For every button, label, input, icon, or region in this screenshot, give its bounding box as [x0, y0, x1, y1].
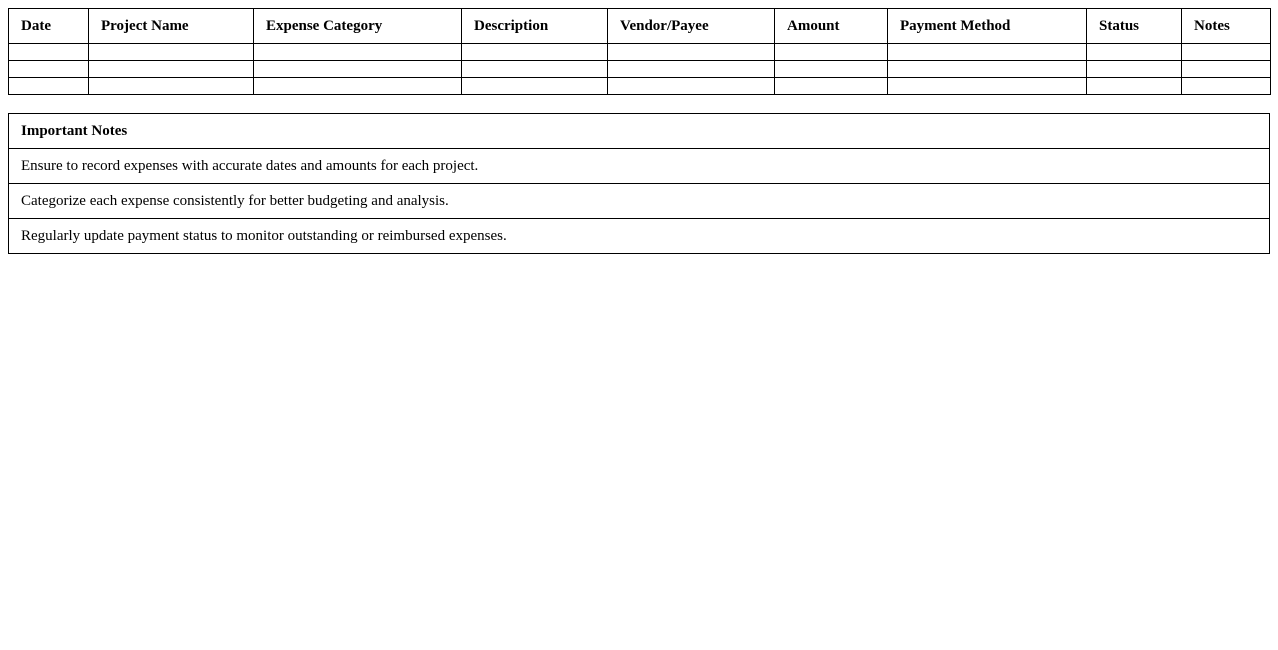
table-row	[9, 61, 1271, 78]
important-notes-table	[8, 113, 1270, 254]
table-cell-vendor-payee[interactable]	[608, 44, 775, 61]
table-row	[9, 44, 1271, 61]
table-cell-amount[interactable]	[775, 78, 888, 95]
notes-header-row	[9, 114, 1270, 149]
table-cell-date[interactable]	[9, 61, 89, 78]
table-cell-project-name[interactable]	[89, 44, 254, 61]
table-cell-payment-method[interactable]	[888, 78, 1087, 95]
expense-table	[8, 8, 1271, 95]
table-cell-notes[interactable]	[1182, 44, 1271, 61]
table-cell-expense-category[interactable]	[254, 61, 462, 78]
expense-table-header-row	[9, 9, 1271, 44]
column-header-project-name: Project Name	[89, 9, 254, 44]
table-cell-vendor-payee[interactable]	[608, 78, 775, 95]
column-header-amount: Amount	[775, 9, 888, 44]
notes-title: Important Notes	[9, 114, 1270, 149]
column-header-expense-category: Expense Category	[254, 9, 462, 44]
table-cell-date[interactable]	[9, 78, 89, 95]
column-header-notes: Notes	[1182, 9, 1271, 44]
table-cell-description[interactable]	[462, 61, 608, 78]
table-cell-expense-category[interactable]	[254, 44, 462, 61]
table-cell-payment-method[interactable]	[888, 44, 1087, 61]
table-cell-description[interactable]	[462, 78, 608, 95]
table-cell-payment-method[interactable]	[888, 61, 1087, 78]
note-row	[9, 219, 1270, 254]
table-cell-project-name[interactable]	[89, 78, 254, 95]
table-cell-status[interactable]	[1087, 44, 1182, 61]
column-header-status: Status	[1087, 9, 1182, 44]
column-header-payment-method: Payment Method	[888, 9, 1087, 44]
table-cell-status[interactable]	[1087, 78, 1182, 95]
table-cell-vendor-payee[interactable]	[608, 61, 775, 78]
note-item: Regularly update payment status to monitor outstanding or reimbursed expenses.	[9, 219, 1270, 254]
table-cell-notes[interactable]	[1182, 78, 1271, 95]
table-cell-date[interactable]	[9, 44, 89, 61]
note-item: Ensure to record expenses with accurate dates and amounts for each project.	[9, 149, 1270, 184]
table-cell-description[interactable]	[462, 44, 608, 61]
table-cell-status[interactable]	[1087, 61, 1182, 78]
column-header-date: Date	[9, 9, 89, 44]
column-header-description: Description	[462, 9, 608, 44]
table-cell-project-name[interactable]	[89, 61, 254, 78]
table-row	[9, 78, 1271, 95]
table-cell-amount[interactable]	[775, 44, 888, 61]
column-header-vendor-payee: Vendor/Payee	[608, 9, 775, 44]
table-cell-amount[interactable]	[775, 61, 888, 78]
note-row	[9, 149, 1270, 184]
note-row	[9, 184, 1270, 219]
table-cell-expense-category[interactable]	[254, 78, 462, 95]
note-item: Categorize each expense consistently for better budgeting and analysis.	[9, 184, 1270, 219]
table-cell-notes[interactable]	[1182, 61, 1271, 78]
